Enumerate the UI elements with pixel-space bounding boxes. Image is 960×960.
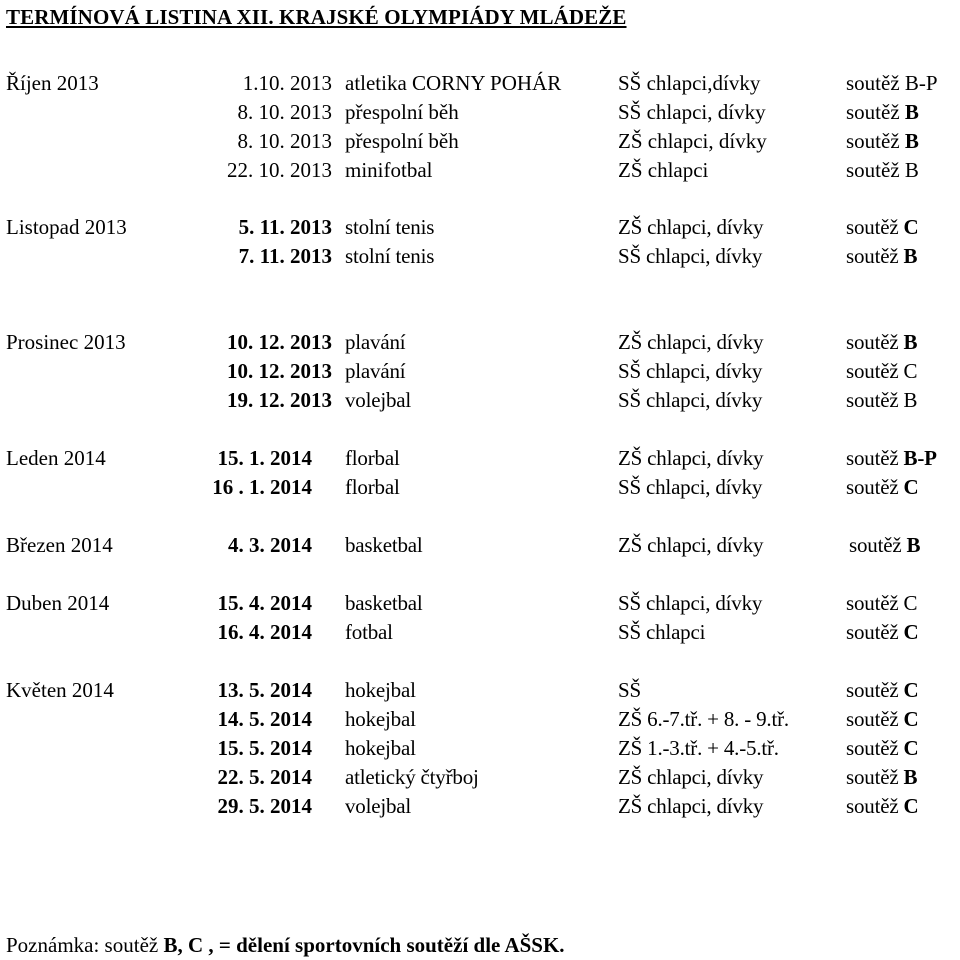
- month-label: Leden 2014: [6, 446, 106, 470]
- category: ZŠ chlapci, dívky: [618, 446, 764, 470]
- event-date: 15. 4. 2014: [217, 591, 312, 615]
- competition-prefix: soutěž: [846, 244, 899, 268]
- event-date: 15. 1. 2014: [217, 446, 312, 470]
- event-date: 10. 12. 2013: [227, 330, 332, 354]
- event-date: 5. 11. 2013: [238, 215, 332, 239]
- competition-letter: B: [903, 244, 918, 268]
- sport-name: minifotbal: [345, 158, 433, 182]
- competition-letter: C: [903, 475, 919, 499]
- schedule-row: [0, 217, 960, 243]
- competition-prefix: soutěž: [846, 330, 899, 354]
- event-date: 16 . 1. 2014: [212, 475, 312, 499]
- competition-letter: C: [903, 620, 919, 644]
- schedule-row: [0, 535, 960, 561]
- competition-letter: B-P: [904, 71, 938, 95]
- competition-letter: C: [903, 707, 919, 731]
- category: SŠ chlapci, dívky: [618, 475, 763, 499]
- competition-level: [846, 477, 918, 498]
- category: ZŠ chlapci, dívky: [618, 765, 764, 789]
- sport-name: přespolní běh: [345, 100, 459, 124]
- competition-level: [846, 390, 917, 411]
- category: ZŠ 6.-7.tř. + 8. - 9.tř.: [618, 707, 789, 731]
- schedule-row: [0, 448, 960, 474]
- competition-prefix: soutěž: [846, 794, 899, 818]
- schedule-row: [0, 622, 960, 648]
- event-date: 10. 12. 2013: [227, 359, 332, 383]
- competition-letter: B: [903, 388, 918, 412]
- sport-name: atletika CORNY POHÁR: [345, 71, 562, 95]
- category: ZŠ chlapci, dívky: [618, 129, 767, 153]
- sport-name: volejbal: [345, 388, 412, 412]
- competition-prefix: soutěž: [846, 100, 900, 124]
- competition-prefix: soutěž: [846, 446, 899, 470]
- event-date: 22. 5. 2014: [217, 765, 312, 789]
- sport-name: atletický čtyřboj: [345, 765, 479, 789]
- document-title: TERMÍNOVÁ LISTINA XII. KRAJSKÉ OLYMPIÁDY MLÁDEŽE: [6, 5, 627, 29]
- competition-prefix: soutěž: [846, 129, 900, 153]
- event-date: 7. 11. 2013: [238, 244, 332, 268]
- competition-prefix: soutěž: [846, 736, 899, 760]
- competition-prefix: soutěž: [846, 359, 899, 383]
- competition-level: [846, 361, 917, 382]
- category: SŠ chlapci: [618, 620, 706, 644]
- category: SŠ chlapci, dívky: [618, 591, 763, 615]
- competition-letter: C: [903, 359, 918, 383]
- footnote-text: B, C , = dělení sportovních soutěží dle AŠSK.: [158, 933, 565, 957]
- schedule-row: [0, 680, 960, 706]
- competition-level: [846, 246, 917, 267]
- competition-prefix: soutěž: [846, 388, 899, 412]
- event-date: 29. 5. 2014: [217, 794, 312, 818]
- sport-name: přespolní běh: [345, 129, 459, 153]
- competition-letter: C: [903, 736, 919, 760]
- competition-prefix: soutěž: [846, 620, 899, 644]
- schedule-row: [0, 796, 960, 822]
- sport-name: hokejbal: [345, 736, 416, 760]
- competition-prefix: soutěž: [846, 678, 899, 702]
- category: SŠ chlapci, dívky: [618, 388, 763, 412]
- schedule-row: [0, 131, 960, 157]
- event-date: 4. 3. 2014: [228, 533, 312, 557]
- sport-name: plavání: [345, 330, 406, 354]
- competition-prefix: soutěž: [846, 475, 899, 499]
- competition-prefix: soutěž: [846, 215, 899, 239]
- schedule-row: [0, 361, 960, 387]
- competition-level: [846, 73, 938, 94]
- schedule-row: [0, 332, 960, 358]
- sport-name: florbal: [345, 475, 400, 499]
- category: ZŠ chlapci, dívky: [618, 794, 764, 818]
- sport-name: plavání: [345, 359, 406, 383]
- schedule-row: [0, 160, 960, 186]
- competition-letter: B: [906, 533, 921, 557]
- schedule-row: [0, 246, 960, 272]
- competition-level: [846, 593, 917, 614]
- competition-prefix: soutěž: [846, 158, 900, 182]
- competition-level: [846, 102, 919, 123]
- competition-letter: C: [903, 591, 918, 615]
- footnote: [6, 935, 565, 956]
- event-date: 15. 5. 2014: [217, 736, 312, 760]
- category: ZŠ chlapci, dívky: [618, 533, 764, 557]
- sport-name: volejbal: [345, 794, 412, 818]
- competition-prefix: soutěž: [846, 591, 899, 615]
- competition-letter: B: [904, 158, 919, 182]
- schedule-row: [0, 738, 960, 764]
- month-label: Březen 2014: [6, 533, 113, 557]
- competition-level: [846, 131, 919, 152]
- competition-prefix: soutěž: [849, 533, 902, 557]
- competition-level: [846, 332, 917, 353]
- competition-prefix: soutěž: [846, 707, 899, 731]
- competition-letter: B-P: [903, 446, 937, 470]
- schedule-row: [0, 390, 960, 416]
- competition-letter: B: [903, 330, 918, 354]
- competition-letter: C: [903, 794, 919, 818]
- sport-name: florbal: [345, 446, 400, 470]
- competition-letter: B: [904, 129, 919, 153]
- event-date: 14. 5. 2014: [217, 707, 312, 731]
- month-label: Prosinec 2013: [6, 330, 126, 354]
- competition-level: [846, 622, 918, 643]
- sport-name: fotbal: [345, 620, 393, 644]
- competition-level: [846, 448, 937, 469]
- event-date: 22. 10. 2013: [227, 158, 332, 182]
- competition-level: [846, 680, 918, 701]
- schedule-row: [0, 709, 960, 735]
- competition-level: [849, 535, 920, 556]
- month-label: Říjen 2013: [6, 71, 99, 95]
- event-date: 16. 4. 2014: [217, 620, 312, 644]
- competition-level: [846, 217, 918, 238]
- schedule-row: [0, 593, 960, 619]
- competition-level: [846, 738, 918, 759]
- category: ZŠ chlapci, dívky: [618, 215, 764, 239]
- sport-name: stolní tenis: [345, 244, 435, 268]
- competition-letter: B: [904, 100, 919, 124]
- event-date: 19. 12. 2013: [227, 388, 332, 412]
- event-date: 13. 5. 2014: [217, 678, 312, 702]
- category: SŠ: [618, 678, 641, 702]
- category: SŠ chlapci,dívky: [618, 71, 761, 95]
- competition-prefix: soutěž: [846, 765, 899, 789]
- sport-name: basketbal: [345, 533, 423, 557]
- month-label: Duben 2014: [6, 591, 110, 615]
- footnote-label: Poznámka: soutěž: [6, 933, 159, 957]
- event-date: 1.10. 2013: [242, 71, 332, 95]
- schedule-row: [0, 767, 960, 793]
- event-date: 8. 10. 2013: [237, 100, 332, 124]
- category: ZŠ chlapci, dívky: [618, 330, 764, 354]
- competition-level: [846, 709, 918, 730]
- competition-level: [846, 796, 918, 817]
- sport-name: hokejbal: [345, 678, 416, 702]
- competition-letter: C: [903, 215, 919, 239]
- category: SŠ chlapci, dívky: [618, 100, 766, 124]
- competition-prefix: soutěž: [846, 71, 900, 95]
- sport-name: hokejbal: [345, 707, 416, 731]
- category: ZŠ chlapci: [618, 158, 709, 182]
- category: ZŠ 1.-3.tř. + 4.-5.tř.: [618, 736, 779, 760]
- competition-letter: C: [903, 678, 919, 702]
- month-label: Květen 2014: [6, 678, 114, 702]
- competition-letter: B: [903, 765, 918, 789]
- competition-level: [846, 160, 919, 181]
- competition-level: [846, 767, 917, 788]
- sport-name: stolní tenis: [345, 215, 435, 239]
- schedule-row: [0, 102, 960, 128]
- schedule-row: [0, 477, 960, 503]
- schedule-row: [0, 73, 960, 99]
- category: SŠ chlapci, dívky: [618, 359, 763, 383]
- category: SŠ chlapci, dívky: [618, 244, 763, 268]
- sport-name: basketbal: [345, 591, 423, 615]
- event-date: 8. 10. 2013: [237, 129, 332, 153]
- month-label: Listopad 2013: [6, 215, 127, 239]
